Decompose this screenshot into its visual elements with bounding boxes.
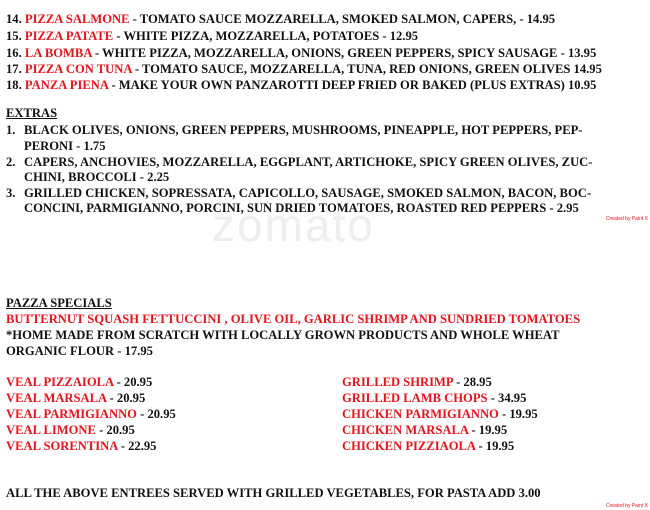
paint-credit: Created by Paint X	[606, 503, 648, 509]
special-price: - 20.95	[106, 391, 146, 405]
extras-text: PERONI - 1.75	[24, 139, 106, 153]
item-name: PIZZA SALMONE	[24, 12, 130, 26]
paint-credit: Created by Paint X	[606, 216, 648, 222]
item-description: - MAKE YOUR OWN PANZAROTTI DEEP FRIED OR BAKED (PLUS EXTRAS) 10.95	[108, 78, 597, 92]
extras-text: BLACK OLIVES, ONIONS, GREEN PEPPERS, MUSHROOMS, PINEAPPLE, HOT PEPPERS, PEP-	[24, 123, 583, 137]
special-price: - 19.95	[468, 423, 508, 437]
special-item	[6, 439, 156, 454]
special-item	[6, 391, 145, 406]
extras-text: CONCINI, PARMIGIANNO, PORCINI, SUN DRIED TOMATOES, ROASTED RED PEPPERS - 2.95	[24, 201, 579, 215]
special-name: CHICKEN PIZZIAOLA	[342, 439, 476, 453]
menu-item	[6, 62, 602, 77]
item-name: PIZZA CON TUNA	[24, 62, 132, 76]
item-number: 14.	[6, 12, 22, 26]
special-item	[342, 439, 514, 454]
special-item	[342, 407, 538, 422]
menu-item	[6, 29, 418, 44]
extras-title: EXTRAS	[6, 106, 58, 120]
specials-headline: BUTTERNUT SQUASH FETTUCCINI , OLIVE OIL, GARLIC SHRIMP AND SUNDRIED TOMATOES	[6, 312, 581, 326]
special-price: - 19.95	[475, 439, 515, 453]
special-item	[6, 407, 176, 422]
special-item	[342, 375, 492, 390]
special-price: - 20.95	[113, 375, 153, 389]
item-name: LA BOMBA	[24, 46, 92, 60]
menu-item	[6, 12, 555, 27]
special-name: GRILLED SHRIMP	[342, 375, 453, 389]
special-price: - 34.95	[487, 391, 527, 405]
special-name: VEAL SORENTINA	[6, 439, 118, 453]
special-item	[6, 375, 152, 390]
specials-title: PAZZA SPECIALS	[6, 296, 112, 310]
item-number: 17.	[6, 62, 22, 76]
special-item	[342, 391, 526, 406]
item-number: 15.	[6, 29, 22, 43]
extras-line	[6, 170, 169, 185]
menu-item	[6, 78, 596, 93]
item-name: PIZZA PATATE	[24, 29, 114, 43]
special-item	[6, 423, 135, 438]
item-description: - WHITE PIZZA, MOZZARELLA, POTATOES - 12.95	[113, 29, 419, 43]
special-name: GRILLED LAMB CHOPS	[342, 391, 488, 405]
extras-text: GRILLED CHICKEN, SOPRESSATA, CAPICOLLO, SAUSAGE, SMOKED SALMON, BACON, BOC-	[24, 186, 592, 200]
specials-note: *HOME MADE FROM SCRATCH WITH LOCALLY GROWN PRODUCTS AND WHOLE WHEAT	[6, 328, 560, 342]
extras-number: 3.	[6, 186, 16, 200]
specials-note: ORGANIC FLOUR - 17.95	[6, 344, 153, 358]
special-price: - 20.95	[95, 423, 135, 437]
extras-line	[6, 123, 583, 138]
item-number: 16.	[6, 46, 22, 60]
extras-text: CAPERS, ANCHOVIES, MOZZARELLA, EGGPLANT, ARTICHOKE, SPICY GREEN OLIVES, ZUC-	[24, 155, 593, 169]
item-name: PANZA PIENA	[24, 78, 109, 92]
extras-line	[6, 155, 592, 170]
item-description: - WHITE PIZZA, MOZZARELLA, ONIONS, GREEN PEPPERS, SPICY SAUSAGE - 13.95	[91, 46, 597, 60]
specials-footer: ALL THE ABOVE ENTREES SERVED WITH GRILLED VEGETABLES, FOR PASTA ADD 3.00	[6, 486, 541, 500]
special-name: VEAL PIZZAIOLA	[6, 375, 114, 389]
extras-number: 1.	[6, 123, 16, 137]
special-item	[342, 423, 507, 438]
special-name: CHICKEN MARSALA	[342, 423, 469, 437]
item-description: - TOMATO SAUCE MOZZARELLA, SMOKED SALMON, CAPERS, - 14.95	[129, 12, 556, 26]
special-price: - 22.95	[117, 439, 157, 453]
extras-text: CHINI, BROCCOLI - 2.25	[24, 170, 170, 184]
special-name: VEAL PARMIGIANNO	[6, 407, 137, 421]
special-name: CHICKEN PARMIGIANNO	[342, 407, 499, 421]
special-name: VEAL LIMONE	[6, 423, 96, 437]
menu-item	[6, 46, 596, 61]
item-description: - TOMATO SAUCE, MOZZARELLA, TUNA, RED ONIONS, GREEN OLIVES 14.95	[131, 62, 602, 76]
special-name: VEAL MARSALA	[6, 391, 107, 405]
special-price: - 28.95	[452, 375, 492, 389]
extras-number: 2.	[6, 155, 16, 169]
special-price: - 19.95	[498, 407, 538, 421]
watermark: zomato	[212, 199, 375, 251]
item-number: 18.	[6, 78, 22, 92]
extras-line	[6, 139, 106, 154]
special-price: - 20.95	[136, 407, 176, 421]
